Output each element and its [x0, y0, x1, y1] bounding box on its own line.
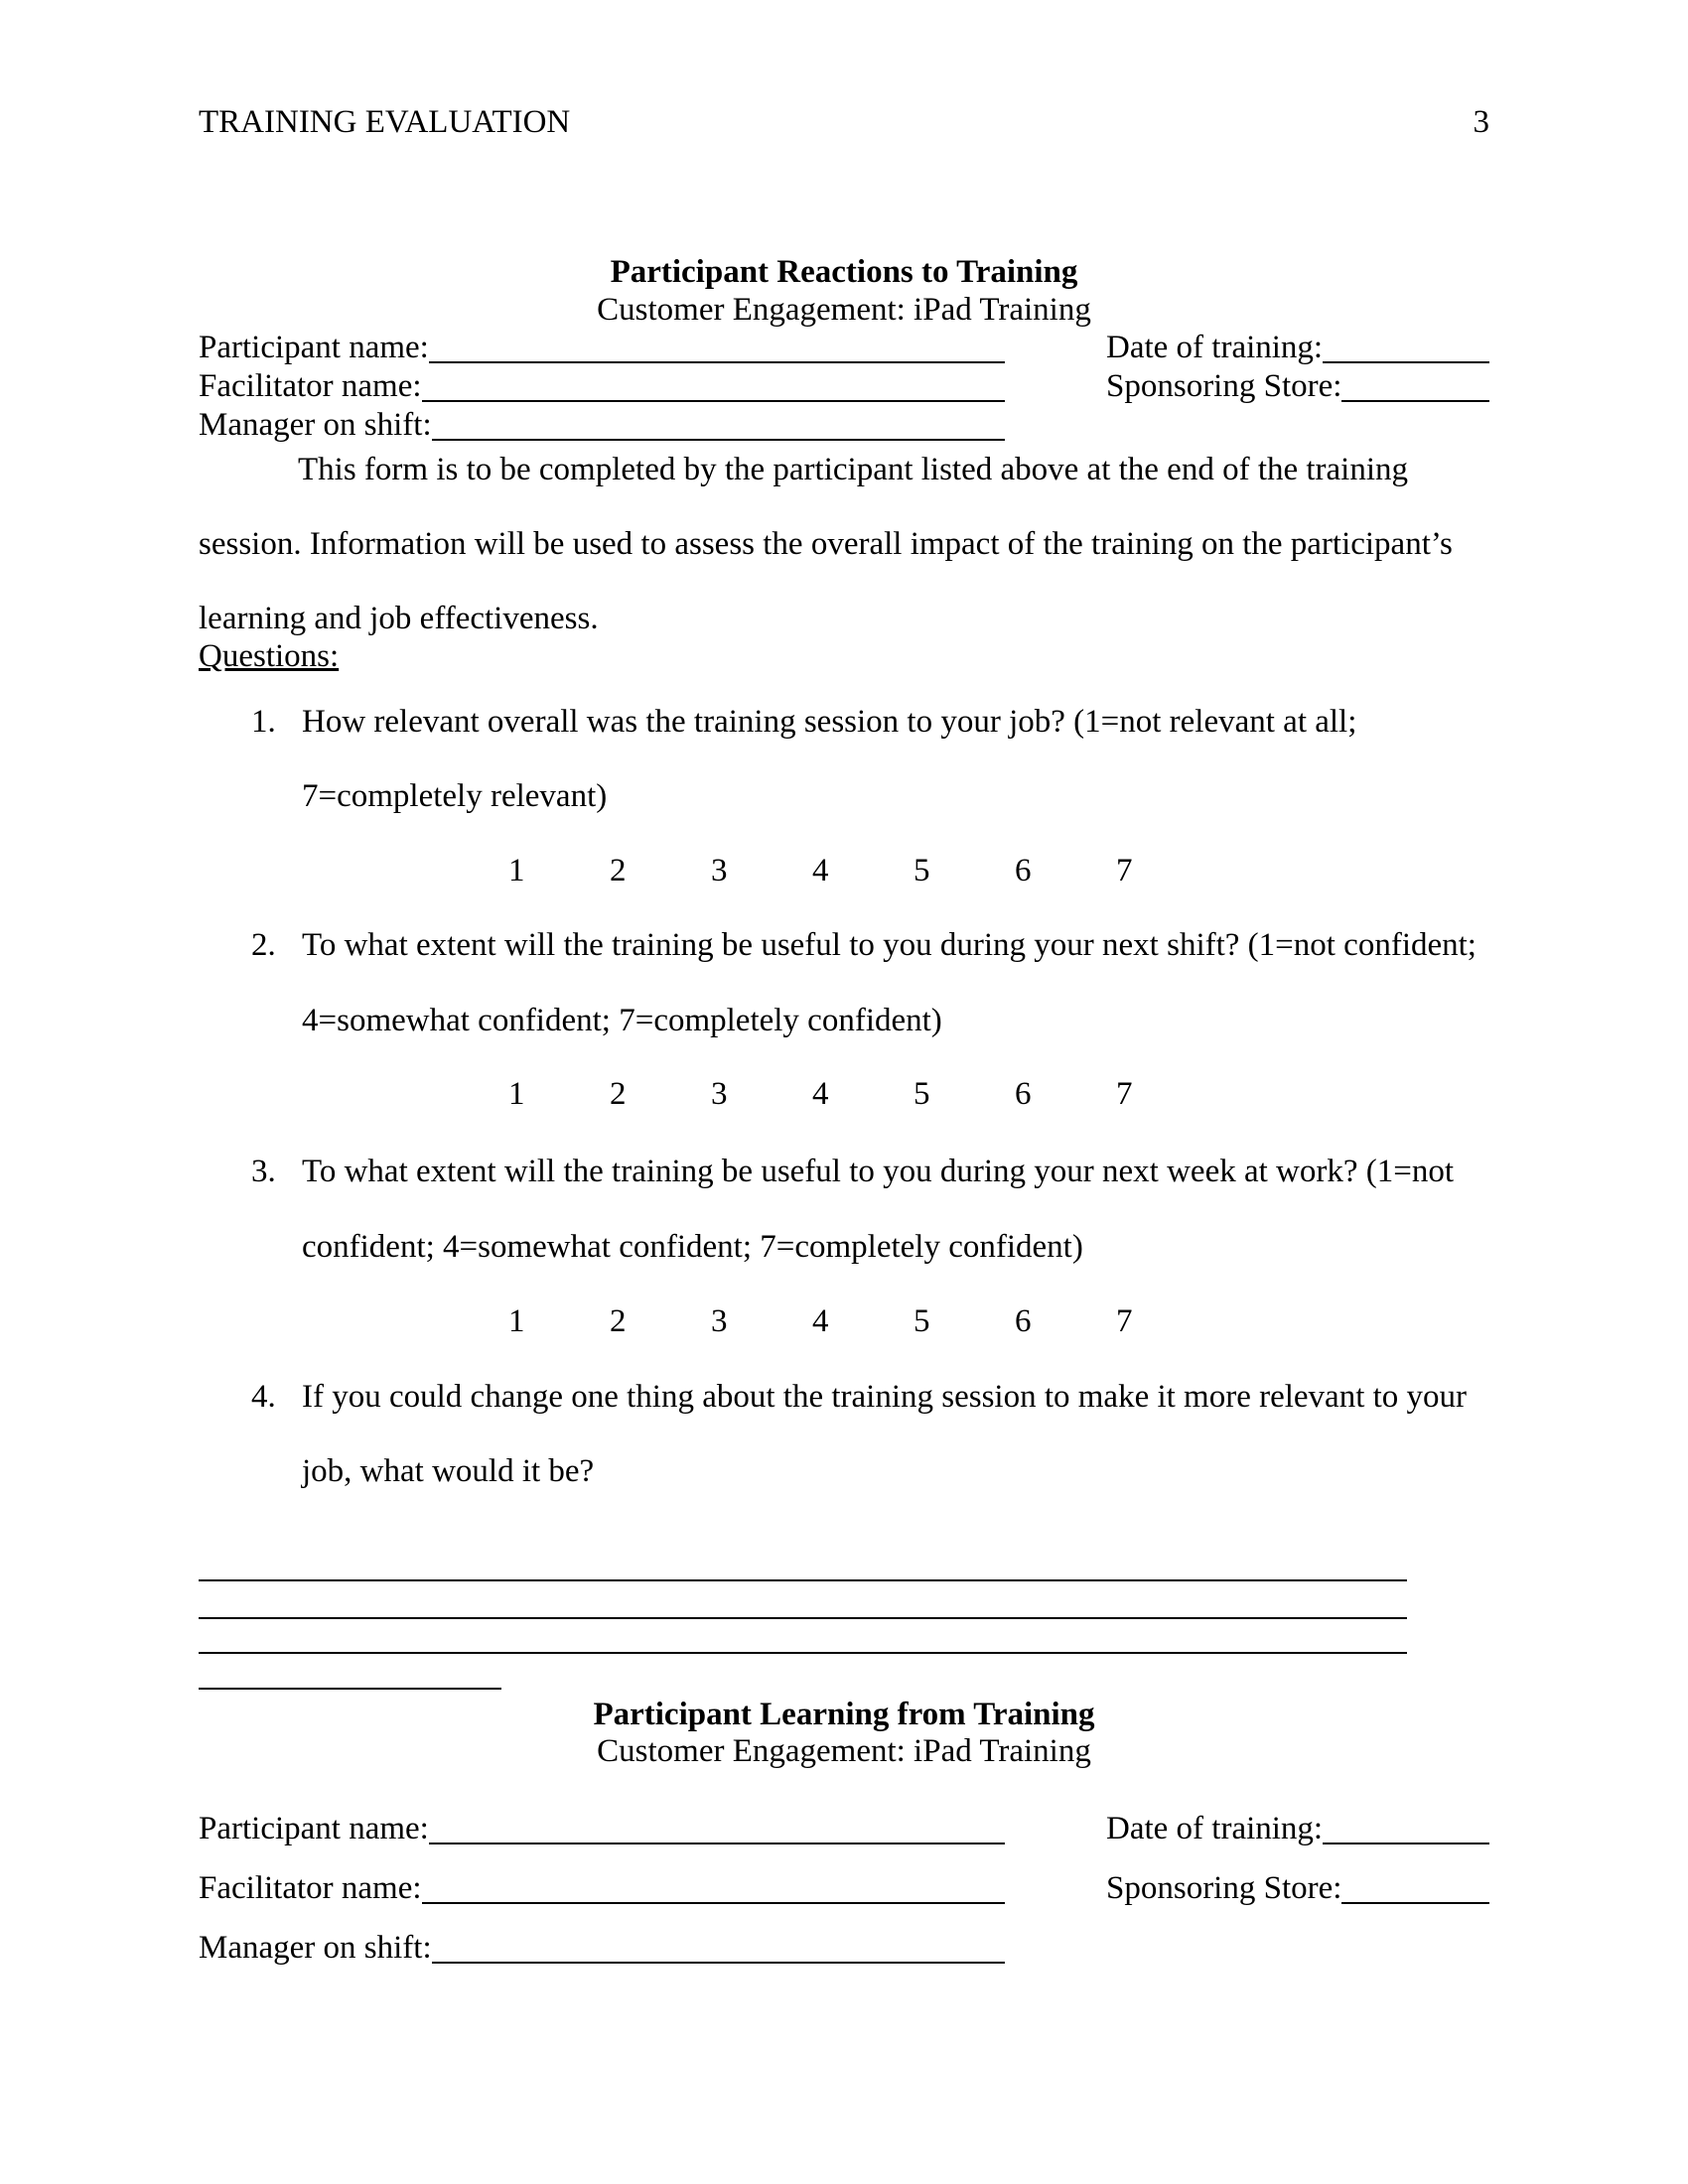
intro-paragraph-line: session. Information will be used to assess the overall impact of the training on the participant’s: [199, 526, 1453, 562]
rating-scale-row: [508, 1075, 1217, 1113]
question-number: 2.: [251, 927, 276, 963]
answer-line[interactable]: [199, 1617, 1407, 1619]
facilitator-name-line[interactable]: [422, 1869, 1005, 1904]
question-line: 7=completely relevant): [302, 778, 608, 814]
section2-subtitle: Customer Engagement: iPad Training: [597, 1733, 1091, 1769]
scale-option[interactable]: 6: [1015, 853, 1032, 888]
scale-option[interactable]: 6: [1015, 1076, 1032, 1112]
facilitator-name-field: [199, 367, 1005, 406]
participant-name-field: [199, 1810, 1005, 1848]
sponsoring-store-label: Sponsoring Store:: [1106, 368, 1342, 404]
question-number: 3.: [251, 1154, 276, 1189]
question-number: 1.: [251, 704, 276, 740]
answer-line[interactable]: [199, 1688, 501, 1690]
date-of-training-field: [1106, 1810, 1489, 1848]
scale-option[interactable]: 5: [914, 853, 930, 888]
scale-option[interactable]: 7: [1116, 1076, 1133, 1112]
sponsoring-store-label: Sponsoring Store:: [1106, 1870, 1342, 1906]
scale-option[interactable]: 5: [914, 1303, 930, 1339]
form-row: [199, 329, 1489, 367]
form-row: [199, 367, 1489, 406]
manager-on-shift-label: Manager on shift:: [199, 407, 432, 443]
form-row: [199, 1869, 1489, 1908]
date-of-training-field: [1106, 329, 1489, 367]
facilitator-name-label: Facilitator name:: [199, 368, 422, 404]
question-line: confident; 4=somewhat confident; 7=completely confident): [302, 1229, 1083, 1265]
date-of-training-line[interactable]: [1323, 329, 1489, 363]
scale-option[interactable]: 4: [812, 1076, 829, 1112]
participant-name-line[interactable]: [429, 329, 1005, 363]
sponsoring-store-field: [1106, 1869, 1489, 1908]
facilitator-name-field: [199, 1869, 1005, 1908]
scale-option[interactable]: 7: [1116, 853, 1133, 888]
date-of-training-label: Date of training:: [1106, 1811, 1324, 1846]
scale-option[interactable]: 5: [914, 1076, 930, 1112]
scale-option[interactable]: 1: [508, 853, 525, 888]
question-line: How relevant overall was the training session to your job? (1=not relevant at all;: [302, 704, 1357, 740]
participant-name-label: Participant name:: [199, 330, 429, 365]
form-row: [199, 406, 1489, 445]
question-line: job, what would it be?: [302, 1453, 595, 1489]
form-row: [199, 1929, 1489, 1968]
participant-name-line[interactable]: [429, 1810, 1005, 1844]
section2-title: Participant Learning from Training: [593, 1697, 1095, 1732]
scale-option[interactable]: 4: [812, 1303, 829, 1339]
answer-line[interactable]: [199, 1652, 1407, 1654]
page-number: 3: [1473, 104, 1489, 140]
scale-option[interactable]: 6: [1015, 1303, 1032, 1339]
sponsoring-store-line[interactable]: [1341, 367, 1489, 402]
date-of-training-label: Date of training:: [1106, 330, 1324, 365]
intro-paragraph-line: This form is to be completed by the participant listed above at the end of the training: [298, 452, 1409, 487]
answer-line[interactable]: [199, 1579, 1407, 1581]
question-number: 4.: [251, 1379, 276, 1415]
manager-on-shift-line[interactable]: [432, 406, 1005, 441]
running-head: TRAINING EVALUATION: [199, 104, 571, 140]
scale-option[interactable]: 4: [812, 853, 829, 888]
section1-title: Participant Reactions to Training: [610, 254, 1078, 290]
question-line: 4=somewhat confident; 7=completely confident): [302, 1003, 942, 1038]
scale-option[interactable]: 3: [711, 1303, 728, 1339]
manager-on-shift-field: [199, 406, 1005, 445]
scale-option[interactable]: 7: [1116, 1303, 1133, 1339]
section1-subtitle: Customer Engagement: iPad Training: [597, 292, 1091, 328]
rating-scale-row: [508, 852, 1217, 889]
form-row: [199, 1810, 1489, 1848]
scale-option[interactable]: 1: [508, 1076, 525, 1112]
question-line: To what extent will the training be useful to you during your next week at work? (1=not: [302, 1154, 1455, 1189]
rating-scale-row: [508, 1302, 1217, 1340]
page-header: [199, 103, 1489, 141]
sponsoring-store-field: [1106, 367, 1489, 406]
scale-option[interactable]: 1: [508, 1303, 525, 1339]
manager-on-shift-label: Manager on shift:: [199, 1930, 432, 1966]
questions-heading: Questions:: [199, 638, 340, 674]
scale-option[interactable]: 3: [711, 1076, 728, 1112]
question-line: If you could change one thing about the training session to make it more relevant to your: [302, 1379, 1468, 1415]
scale-option[interactable]: 2: [610, 1076, 627, 1112]
facilitator-name-label: Facilitator name:: [199, 1870, 422, 1906]
manager-on-shift-line[interactable]: [432, 1929, 1005, 1964]
participant-name-field: [199, 329, 1005, 367]
participant-name-label: Participant name:: [199, 1811, 429, 1846]
manager-on-shift-field: [199, 1929, 1005, 1968]
date-of-training-line[interactable]: [1323, 1810, 1489, 1844]
scale-option[interactable]: 3: [711, 853, 728, 888]
sponsoring-store-line[interactable]: [1341, 1869, 1489, 1904]
question-line: To what extent will the training be useful to you during your next shift? (1=not confident;: [302, 927, 1477, 963]
scale-option[interactable]: 2: [610, 1303, 627, 1339]
facilitator-name-line[interactable]: [422, 367, 1005, 402]
scale-option[interactable]: 2: [610, 853, 627, 888]
intro-paragraph-line: learning and job effectiveness.: [199, 601, 599, 636]
